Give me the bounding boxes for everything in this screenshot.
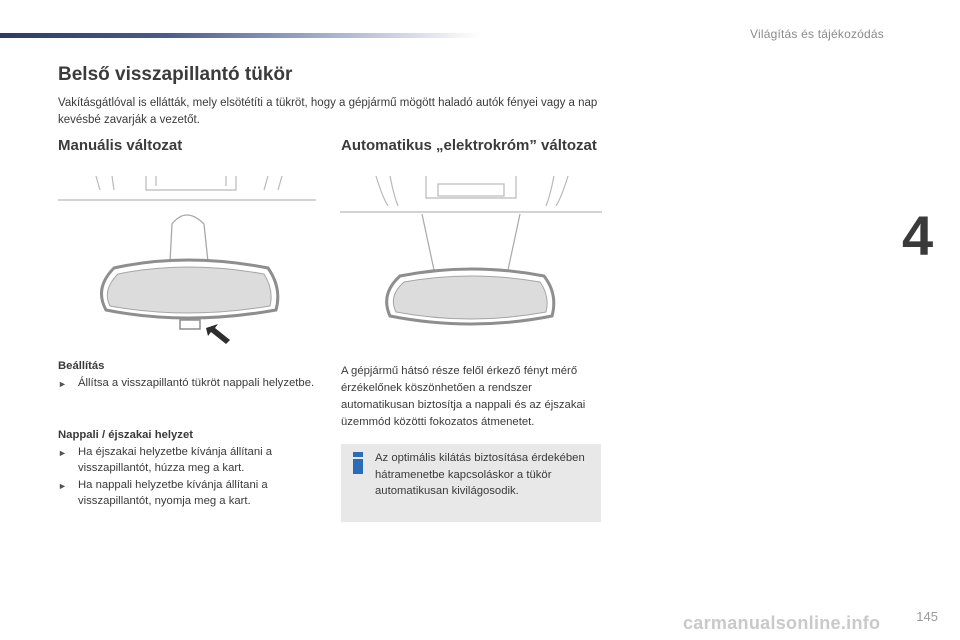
section-title: Világítás és tájékozódás [750, 27, 884, 41]
mirror-stem [170, 215, 208, 262]
manual-mirror-illustration [56, 176, 318, 346]
info-icon [349, 452, 367, 474]
chapter-number: 4 [902, 204, 934, 267]
automatic-mirror-illustration [338, 176, 604, 346]
automatic-heading: Automatikus „elektrokróm” változat [341, 137, 597, 154]
daynight-label: Nappali / éjszakai helyzet [58, 429, 193, 441]
bullet-icon: ► [58, 378, 67, 389]
mirror-lever [180, 320, 200, 329]
automatic-description: A gépjármű hátsó része felől érkező fényt mérő érzékelőnek köszönhetően a rendszer automatikusan biztosítja a nappali és az éjszakai üzemmód közötti fokozatos átmenetet. [341, 365, 586, 428]
mirror-arms [422, 214, 520, 270]
header-color-bar [0, 33, 480, 38]
list-item-text: Ha nappali helyzetbe kívánja állítani a visszapillantót, nyomja meg a kart. [78, 478, 268, 507]
bullet-icon: ► [58, 480, 67, 491]
page-number: 145 [916, 609, 938, 624]
info-text: Az optimális kilátás biztosítása érdekében hátramenetbe kapcsoláskor a tükör automatikusan kivilágosodik. [375, 452, 585, 497]
list-item [58, 477, 318, 510]
list-item [58, 444, 318, 477]
intro-text: Vakításgátlóval is ellátták, mely elsötétíti a tükröt, hogy a gépjármű mögött haladó autók fényei vagy a nap kevésbé zavarják a vezetőt. [58, 97, 598, 126]
windshield-top-lines [58, 176, 316, 200]
mirror-body [102, 260, 278, 318]
list-item [58, 375, 318, 393]
watermark: carmanualsonline.info [683, 613, 881, 633]
setting-label: Beállítás [58, 360, 105, 372]
windshield-top-lines [340, 176, 602, 212]
daynight-section [58, 427, 318, 510]
manual-heading: Manuális változat [58, 137, 183, 154]
page-title: Belső visszapillantó tükör [58, 64, 293, 85]
arrow-icon [206, 324, 230, 344]
info-box [341, 444, 601, 522]
bullet-icon: ► [58, 447, 67, 458]
list-item-text: Ha éjszakai helyzetbe kívánja állítani a visszapillantót, húzza meg a kart. [78, 445, 273, 474]
mirror-body [387, 269, 554, 324]
list-item-text: Állítsa a visszapillantó tükröt nappali helyzetbe. [78, 376, 315, 389]
setting-section [58, 358, 318, 392]
